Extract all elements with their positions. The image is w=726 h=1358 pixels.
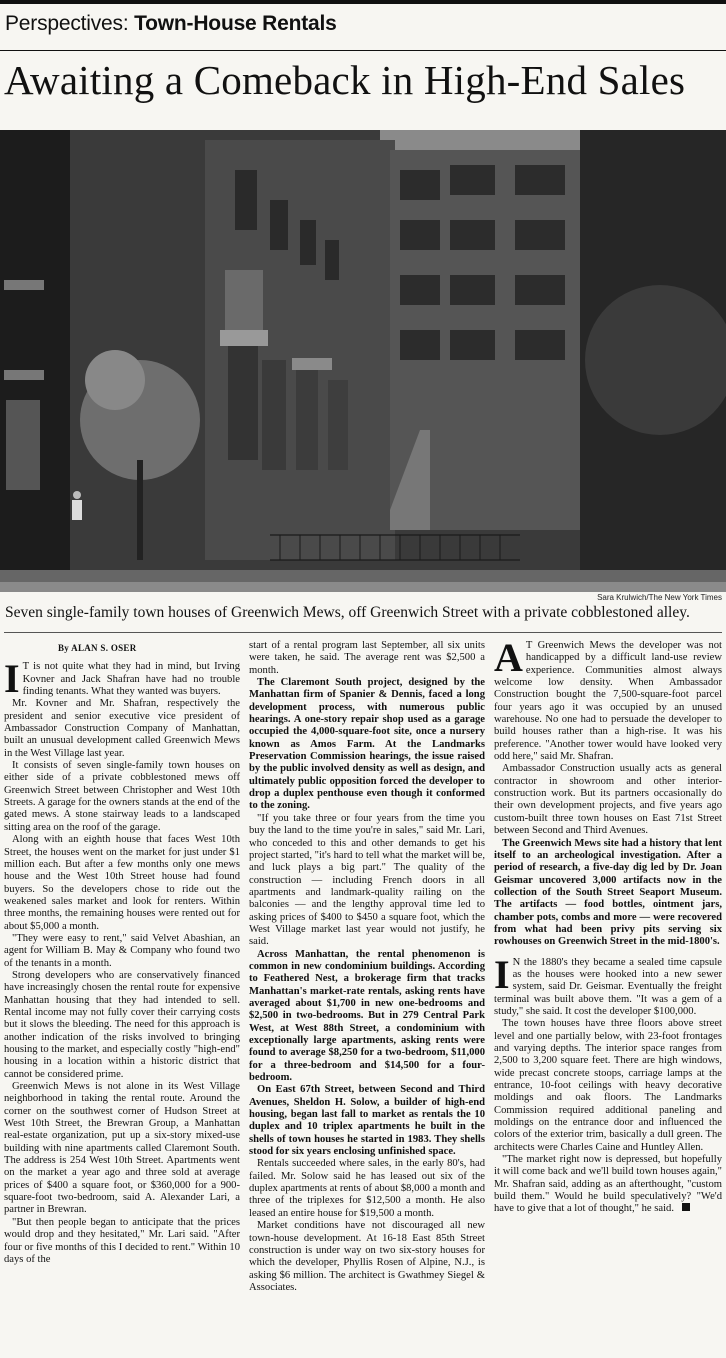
drop-cap: I (4, 656, 20, 702)
paragraph: Ambassador Construction usually acts as general contractor in showroom and other interior-construction work. But its partners occasionally do their own development projects, and five years ago custom-built three town houses on East 71st Street between Second and Third Avenues. (494, 763, 722, 837)
paragraph: I T is not quite what they had in mind, but Irving Kovner and Jack Shafran have had no trouble finding tenants. What they wanted was buyers. (4, 656, 240, 702)
photo-credit: Sara Krulwich/The New York Times (597, 593, 722, 602)
paragraph: I N the 1880's they became a sealed time capsule as the houses were hooked into a new sewer system, said Dr. Geismar. Eventually the freight terminal was built above them. "It was a gem of a study," she said. It cost the developer $100,000. (494, 951, 722, 1017)
paragraph: Across Manhattan, the rental phenomenon is common in new condominium buildings. According to Feathered Nest, a brokerage firm that tracks Manhattan's market-rate rentals, asking rents have averaged about $1,700 in new one-bedrooms and $2,500 in two-bedrooms. But in 279 Central Park West, at West 88th Street, a condominium with exceptionally large apartments, asking rents were found to average $8,250 for a two-bedroom, $11,000 for a three-bedroom and $14,500 for a four-bedroom. (249, 948, 485, 1084)
drop-cap: A (494, 635, 523, 680)
paragraph: Mr. Kovner and Mr. Shafran, respectively the president and senior executive vice president of Ambassador Construction Company of Manhattan, built an unusual development called Greenwich Mews in the West Village last year. (4, 698, 240, 759)
paragraph: On East 67th Street, between Second and Third Avenues, Sheldon H. Solow, a builder of high-end housing, began last fall to market as rentals the 10 duplex and 10 triplex apartments he built in the shells of town houses he started in 1983. They shells stood for six years enclosing unfinished space. (249, 1084, 485, 1158)
photo-caption: Seven single-family town houses of Greenwich Mews, off Greenwich Street with a private cobblestoned alley. (5, 604, 690, 621)
section-gap (494, 949, 722, 957)
paragraph: The Claremont South project, designed by the Manhattan firm of Spanier & Dennis, faced a long development process, with numerous public hearings. A one-story repair shop used as a garage occupied the 4,000-square-foot site, once a nursery known as Amos Farm. At the Landmarks Preservation Commission hearings, the issue raised by the public involved density as well as design, and ultimately public opposition forced the developer to drop a duplex penthouse even though it conformed to the zoning. (249, 677, 485, 812)
end-mark-icon (682, 1203, 690, 1211)
paragraph: The Greenwich Mews site had a history that lent itself to an archeological investigation. After a period of research, a five-day dig led by Dr. Joan Geismar uncovered 3,000 artifacts now in the collection of the South Street Seaport Museum. The artifacts — food bottles, ointment jars, chamber pots, combs and more — were recovered from what had been privy pits serving six rowhouses on Greenwich Street in the mid-1800's. (494, 837, 722, 948)
paragraph: It consists of seven single-family town houses on either side of a private cobblestoned mews off Greenwich Street between Christopher and West 10th Streets. A garage for the owners stands at the end of the gated mews. A stone stairway leads to a landscaped sitting area on the roof of the garage. (4, 760, 240, 833)
paragraph: Along with an eighth house that faces West 10th Street, the houses went on the market for just under $1 million each. But after a few months only one mews house and the West 10th Street house had found buyers. So the developers chose to ride out the weakened sales market and look for renters. Within three months, the remaining houses were rented out for about $5,000 a month. (4, 834, 240, 932)
paragraph: "If you take three or four years from the time you buy the land to the time you're in sales," said Mr. Lari, who conceded to this and other demands to get his project started, "it's hard to tell what the market will be, and luck plays a big part." The quality of the construction — including French doors in all apartments and landmark-quality railing on the balconies — and the lengthy approval time led to asking prices of $400 to $450 a square foot, which the West Village market last year would not justify, he said. (249, 812, 485, 948)
headline: Awaiting a Comeback in High-End Sales (4, 57, 686, 103)
article-column-1 (4, 640, 240, 1266)
top-rule (0, 0, 726, 4)
paragraph: Greenwich Mews is not alone in its West Village neighborhood in taking the rental route. Around the corner on the southwest corner of Hudson Street at West 10th Street, the Brewran Group, a Manhattan real-estate organization, put up a six-story mixed-use building with nine apartments called Claremont South. The address is 254 West 10th Street. Apartments went on the market a year ago and three sold at average prices of $400 a square foot, or $360,000 for a 900-square-foot two-bedroom, said A. Alexander Lari, a partner in Brewran. (4, 1081, 240, 1216)
paragraph: "The market right now is depressed, but hopefully it will come back and we'll build town houses again," Mr. Shafran said, adding as an afterthought, "custom build them." Would he build speculatively? "We'd have to give that a lot of thought," he said. (494, 1154, 722, 1215)
town-houses-photo (0, 130, 726, 592)
paragraph: "They were easy to rent," said Velvet Abashian, an agent for William B. May & Company who found two of the tenants in a month. (4, 932, 240, 969)
paragraph: Market conditions have not discouraged all new town-house development. At 16-18 East 85th Street construction is under way on two six-story houses for which the developer, Phyllis Rosen of Alpine, N.J., is asking $6 million. The architect is Gwathmey Siegel & Associates. (249, 1220, 485, 1293)
article-column-2 (249, 640, 485, 1294)
paragraph: start of a rental program last September, all six units were taken, he said. The average rent was $2,500 a month. (249, 640, 485, 676)
section-kicker (5, 12, 337, 36)
caption-rule (4, 632, 722, 633)
drop-cap: I (494, 951, 510, 997)
paragraph: "But then people began to anticipate that the prices would drop and they hesitated," Mr. Lari said. "After four or five months of this I decided to rent." Within 10 days of the (4, 1216, 240, 1265)
paragraph: Strong developers who are conservatively financed have increasingly chosen the rental route for expensive Manhattan housing that they had intended to sell. Rental income may not fully cover their carrying costs but it slows the bleeding. The need for this approach is another indication of the risks involved to bringing housing to the market, and especially costly "high-end" housing in a location within a historic district that cannot be considered prime. (4, 969, 240, 1080)
article-column-3 (494, 635, 722, 1216)
kicker-rule (0, 50, 726, 51)
byline: By ALAN S. OSER (58, 643, 137, 653)
paragraph: The town houses have three floors above street level and one partially below, with 23-foot frontages and varying depths. The interior space ranges from 2,500 to 3,200 square feet. There are high windows, wide precast concrete stoops, carriage lamps at the entrance, 10-foot ceilings with heavy decorative moldings and oak floors. The Landmarks Commission required additional paneling and moldings on the entrance door and influenced the colors of the exterior trim, basically a dull green. The architects were Charles Caine and Huntley Allen. (494, 1018, 722, 1153)
paragraph: A T Greenwich Mews the developer was not handicapped by a difficult land-use review experience. Communities almost always welcome low density. When Ambassador Construction bought the 7,500-square-foot parcel four years ago it was occupied by an unused warehouse. No one had to persuade the developer to build houses rather than a high-rise. It was his preference. "Another tower would have looked very odd here," said Mr. Shafran. (494, 635, 722, 763)
topic-label: Town-House Rentals (134, 12, 337, 35)
section-label: Perspectives: (5, 12, 129, 35)
paragraph: Rentals succeeded where sales, in the early 80's, had failed. Mr. Solow said he has leased out six of the duplex apartments at rents of about $8,000 a month and three of the triplexes for $12,500 a month. He also leased an entire house for $19,500 a month. (249, 1158, 485, 1219)
